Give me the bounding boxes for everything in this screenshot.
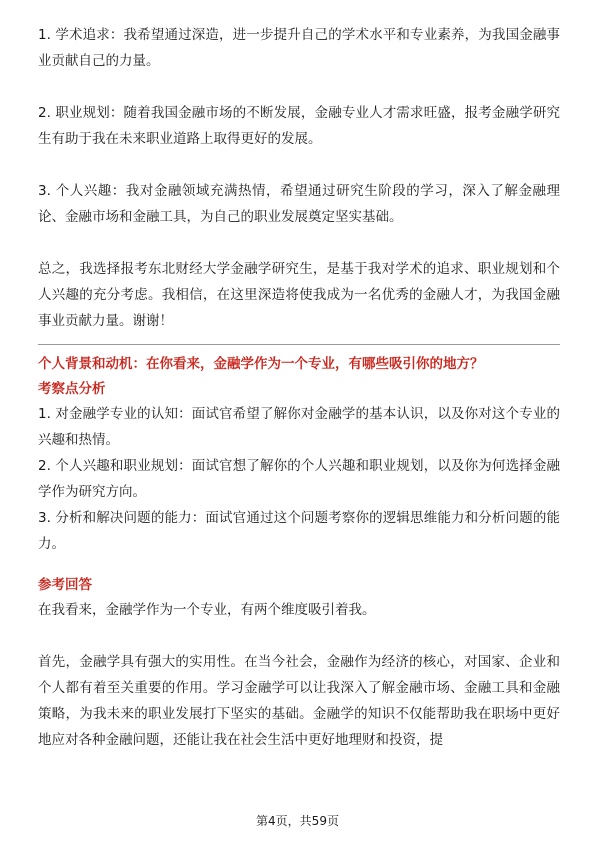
- conclusion-paragraph: 总之，我选择报考东北财经大学金融学研究生，是基于我对学术的追求、职业规划和个人兴趣的充分考虑。我相信，在这里深造将使我成为一名优秀的金融人才，为我国金融事业贡献力量。谢谢！: [38, 261, 560, 329]
- analysis-title: 考察点分析: [38, 381, 106, 397]
- spacer: [38, 557, 560, 573]
- analysis-point-2: 2. 个人兴趣和职业规划：面试官想了解你的个人兴趣和职业规划，以及你为何选择金融学作为研究方向。: [38, 458, 560, 500]
- reference-opening: 在我看来，金融学作为一个专业，有两个维度吸引着我。: [38, 602, 376, 618]
- document-page: [38, 22, 560, 753]
- intro-point-3: 3. 个人兴趣：我对金融领域充满热情，希望通过研究生阶段的学习，深入了解金融理论、金融市场和金融工具，为自己的职业发展奠定坚实基础。: [38, 183, 560, 225]
- analysis-point-1: 1. 对金融学专业的认知：面试官希望了解你对金融学的基本认识，以及你对这个专业的兴趣和热情。: [38, 406, 560, 448]
- section-divider: [38, 344, 560, 345]
- reference-body: 首先，金融学具有强大的实用性。在当今社会，金融作为经济的核心，对国家、企业和个人都有着至关重要的作用。学习金融学可以让我深入了解金融市场、金融工具和金融策略，为我未来的职业发展打下坚实的基础。金融学的知识不仅能帮助我在职场中更好地应对各种金融问题，还能让我在社会生活中更好地理财和投资，提: [38, 654, 560, 748]
- intro-point-2: 2. 职业规划：随着我国金融市场的不断发展，金融专业人才需求旺盛，报考金融学研究生有助于我在未来职业道路上取得更好的发展。: [38, 105, 560, 147]
- interview-question: 个人背景和动机：在你看来，金融学作为一个专业，有哪些吸引你的地方？: [38, 356, 484, 372]
- page-footer: 第4页，共59页: [256, 814, 339, 828]
- spacer: [38, 623, 560, 649]
- spacer: [38, 230, 560, 256]
- reference-title: 参考回答: [38, 577, 92, 593]
- analysis-point-3: 3. 分析和解决问题的能力：面试官通过这个问题考察你的逻辑思维能力和分析问题的能力。: [38, 510, 560, 552]
- intro-point-1: 1. 学术追求：我希望通过深造，进一步提升自己的学术水平和专业素养，为我国金融事业贡献自己的力量。: [38, 27, 560, 69]
- spacer: [38, 74, 560, 100]
- spacer: [38, 152, 560, 178]
